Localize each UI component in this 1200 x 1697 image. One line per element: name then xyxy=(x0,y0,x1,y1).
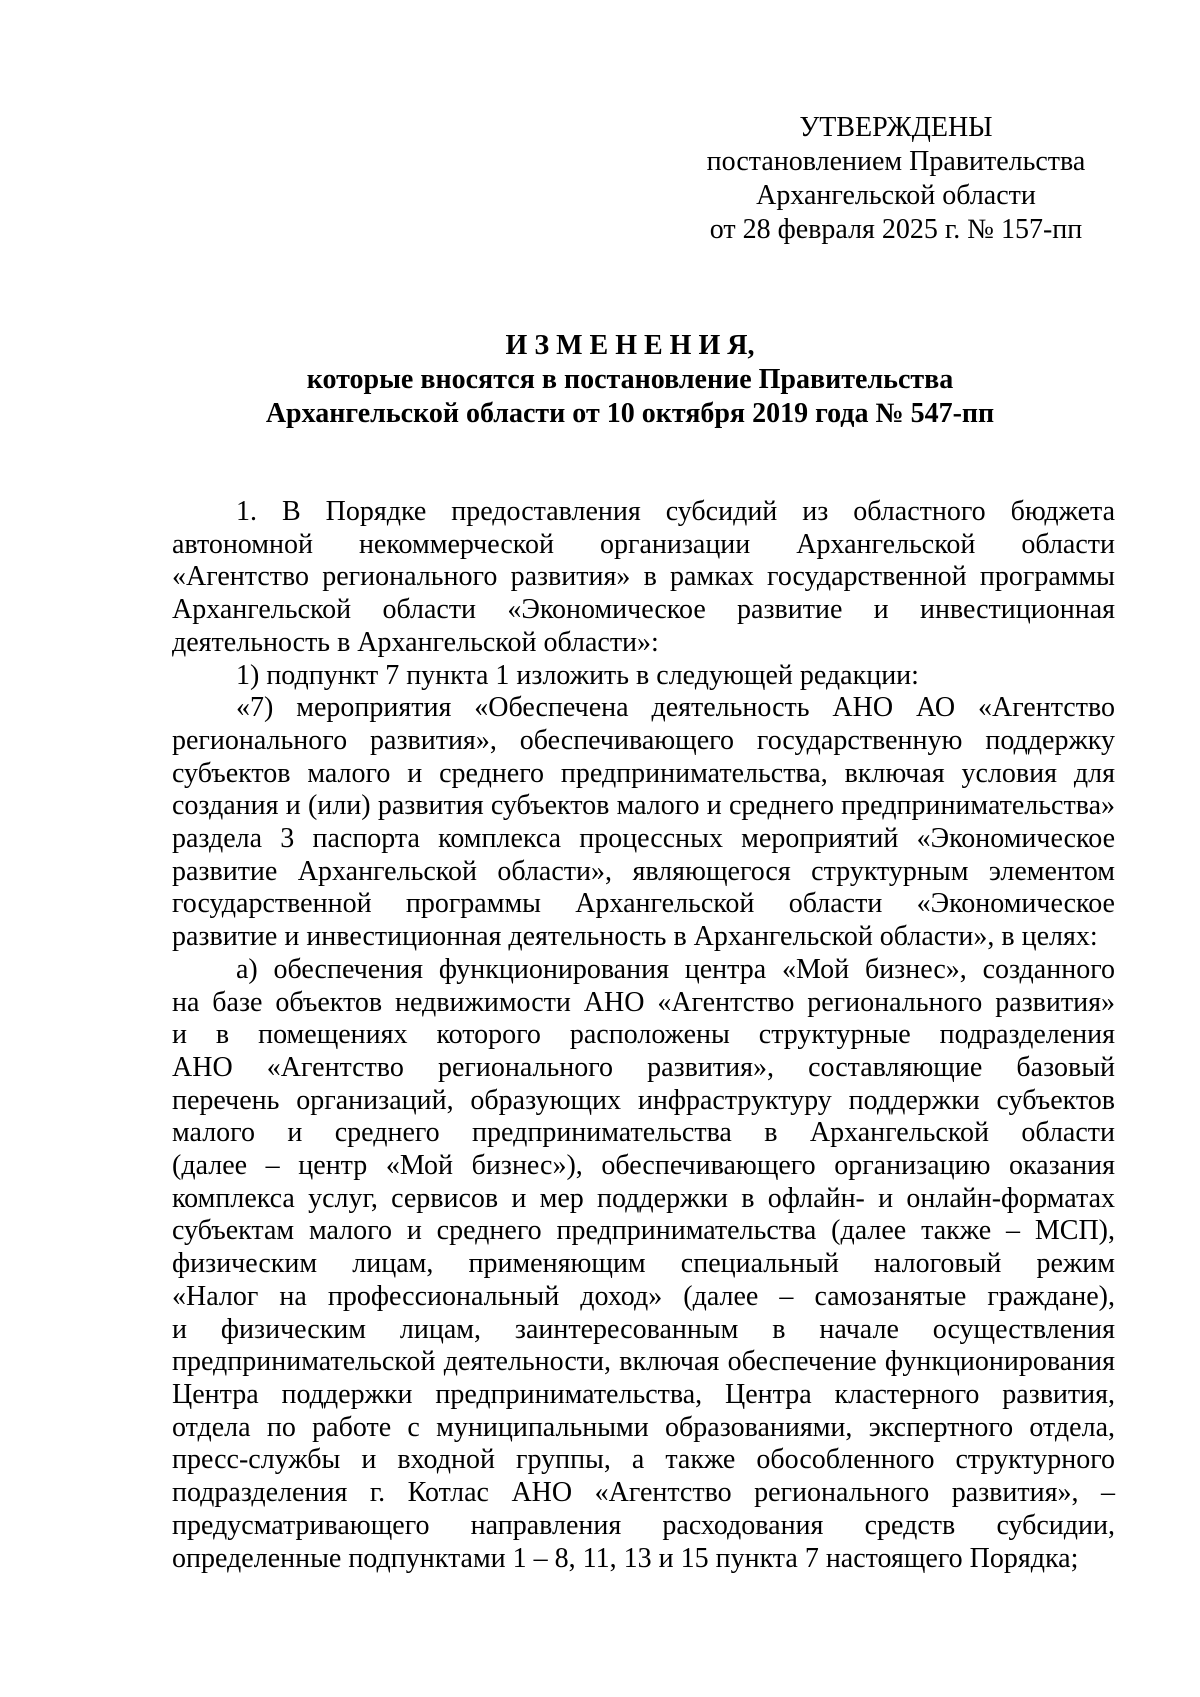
paragraph-3 xyxy=(172,692,1115,954)
text-line: субъектов малого и среднего предпринимательства, включая условия для xyxy=(172,757,1115,789)
text-line: субъектам малого и среднего предпринимательства (далее также – МСП), xyxy=(172,1215,1115,1247)
text-line: и физическим лицам, заинтересованным в начале осуществления xyxy=(172,1313,1115,1345)
text-line: предпринимательской деятельности, включая обеспечение функционирования xyxy=(172,1346,1115,1378)
text-line: создания и (или) развития субъектов малого и среднего предпринимательства» xyxy=(172,790,1115,822)
text-line: 1) подпункт 7 пункта 1 изложить в следующей редакции: xyxy=(236,659,919,691)
approval-line: Архангельской области xyxy=(756,180,1036,211)
text-line: и в помещениях которого расположены структурные подразделения xyxy=(172,1019,1115,1051)
text-line: автономной некоммерческой организации Архангельской области xyxy=(172,528,1115,560)
text-line: АНО «Агентство регионального развития», составляющие базовый xyxy=(172,1051,1115,1083)
text-line: а) обеспечения функционирования центра «Мой бизнес», созданного xyxy=(236,953,1115,985)
approval-date: от 28 февраля 2025 г. № 157-пп xyxy=(709,214,1083,245)
paragraph-4 xyxy=(172,954,1115,1575)
text-line: развитие Архангельской области», являющегося структурным элементом xyxy=(172,855,1115,887)
text-line: развитие и инвестиционная деятельность в Архангельской области», в целях: xyxy=(172,921,1098,953)
text-line: пресс-службы и входной группы, а также обособленного структурного xyxy=(172,1444,1115,1476)
title-subtitle: Архангельской области от 10 октября 2019 года № 547-пп xyxy=(265,398,995,429)
text-line: «Агентство регионального развития» в рамках государственной программы xyxy=(172,561,1115,593)
text-line: Архангельской области «Экономическое развитие и инвестиционная xyxy=(172,594,1115,626)
text-line: Центра поддержки предпринимательства, Центра кластерного развития, xyxy=(172,1378,1115,1410)
paragraph-2 xyxy=(172,660,1115,693)
title-subtitle: которые вносятся в постановление Правительства xyxy=(306,364,954,395)
document-body xyxy=(172,496,1115,1575)
text-line: 1. В Порядке предоставления субсидий из областного бюджета xyxy=(236,496,1115,527)
text-line: определенные подпунктами 1 – 8, 11, 13 и 15 пункта 7 настоящего Порядка; xyxy=(172,1542,1079,1574)
paragraph-1 xyxy=(172,496,1115,660)
title-heading: И З М Е Н Е Н И Я, xyxy=(505,330,755,361)
approval-heading: УТВЕРЖДЕНЫ xyxy=(799,112,993,143)
text-line: (далее – центр «Мой бизнес»), обеспечивающего организацию оказания xyxy=(172,1150,1115,1182)
text-line: на базе объектов недвижимости АНО «Агентство регионального развития» xyxy=(172,986,1115,1018)
text-line: комплекса услуг, сервисов и мер поддержки в офлайн- и онлайн-форматах xyxy=(172,1182,1115,1214)
text-line: деятельность в Архангельской области»: xyxy=(172,626,659,658)
text-line: отдела по работе с муниципальными образованиями, экспертного отдела, xyxy=(172,1411,1115,1443)
approval-line: постановлением Правительства xyxy=(706,146,1086,177)
document-title xyxy=(172,329,1088,431)
text-line: физическим лицам, применяющим специальный налоговый режим xyxy=(172,1248,1115,1280)
text-line: подразделения г. Котлас АНО «Агентство регионального развития», – xyxy=(172,1477,1115,1509)
text-line: «Налог на профессиональный доход» (далее – самозанятые граждане), xyxy=(172,1280,1115,1312)
text-line: раздела 3 паспорта комплекса процессных мероприятий «Экономическое xyxy=(172,823,1115,855)
text-line: перечень организаций, образующих инфраструктуру поддержки субъектов xyxy=(172,1084,1115,1116)
text-line: «7) мероприятия «Обеспечена деятельность АНО АО «Агентство xyxy=(236,692,1115,724)
approval-stamp xyxy=(706,111,1086,247)
text-line: государственной программы Архангельской области «Экономическое xyxy=(172,888,1115,920)
text-line: малого и среднего предпринимательства в Архангельской области xyxy=(172,1117,1115,1149)
text-line: предусматривающего направления расходования средств субсидии, xyxy=(172,1509,1115,1541)
text-line: регионального развития», обеспечивающего государственную поддержку xyxy=(172,724,1115,756)
